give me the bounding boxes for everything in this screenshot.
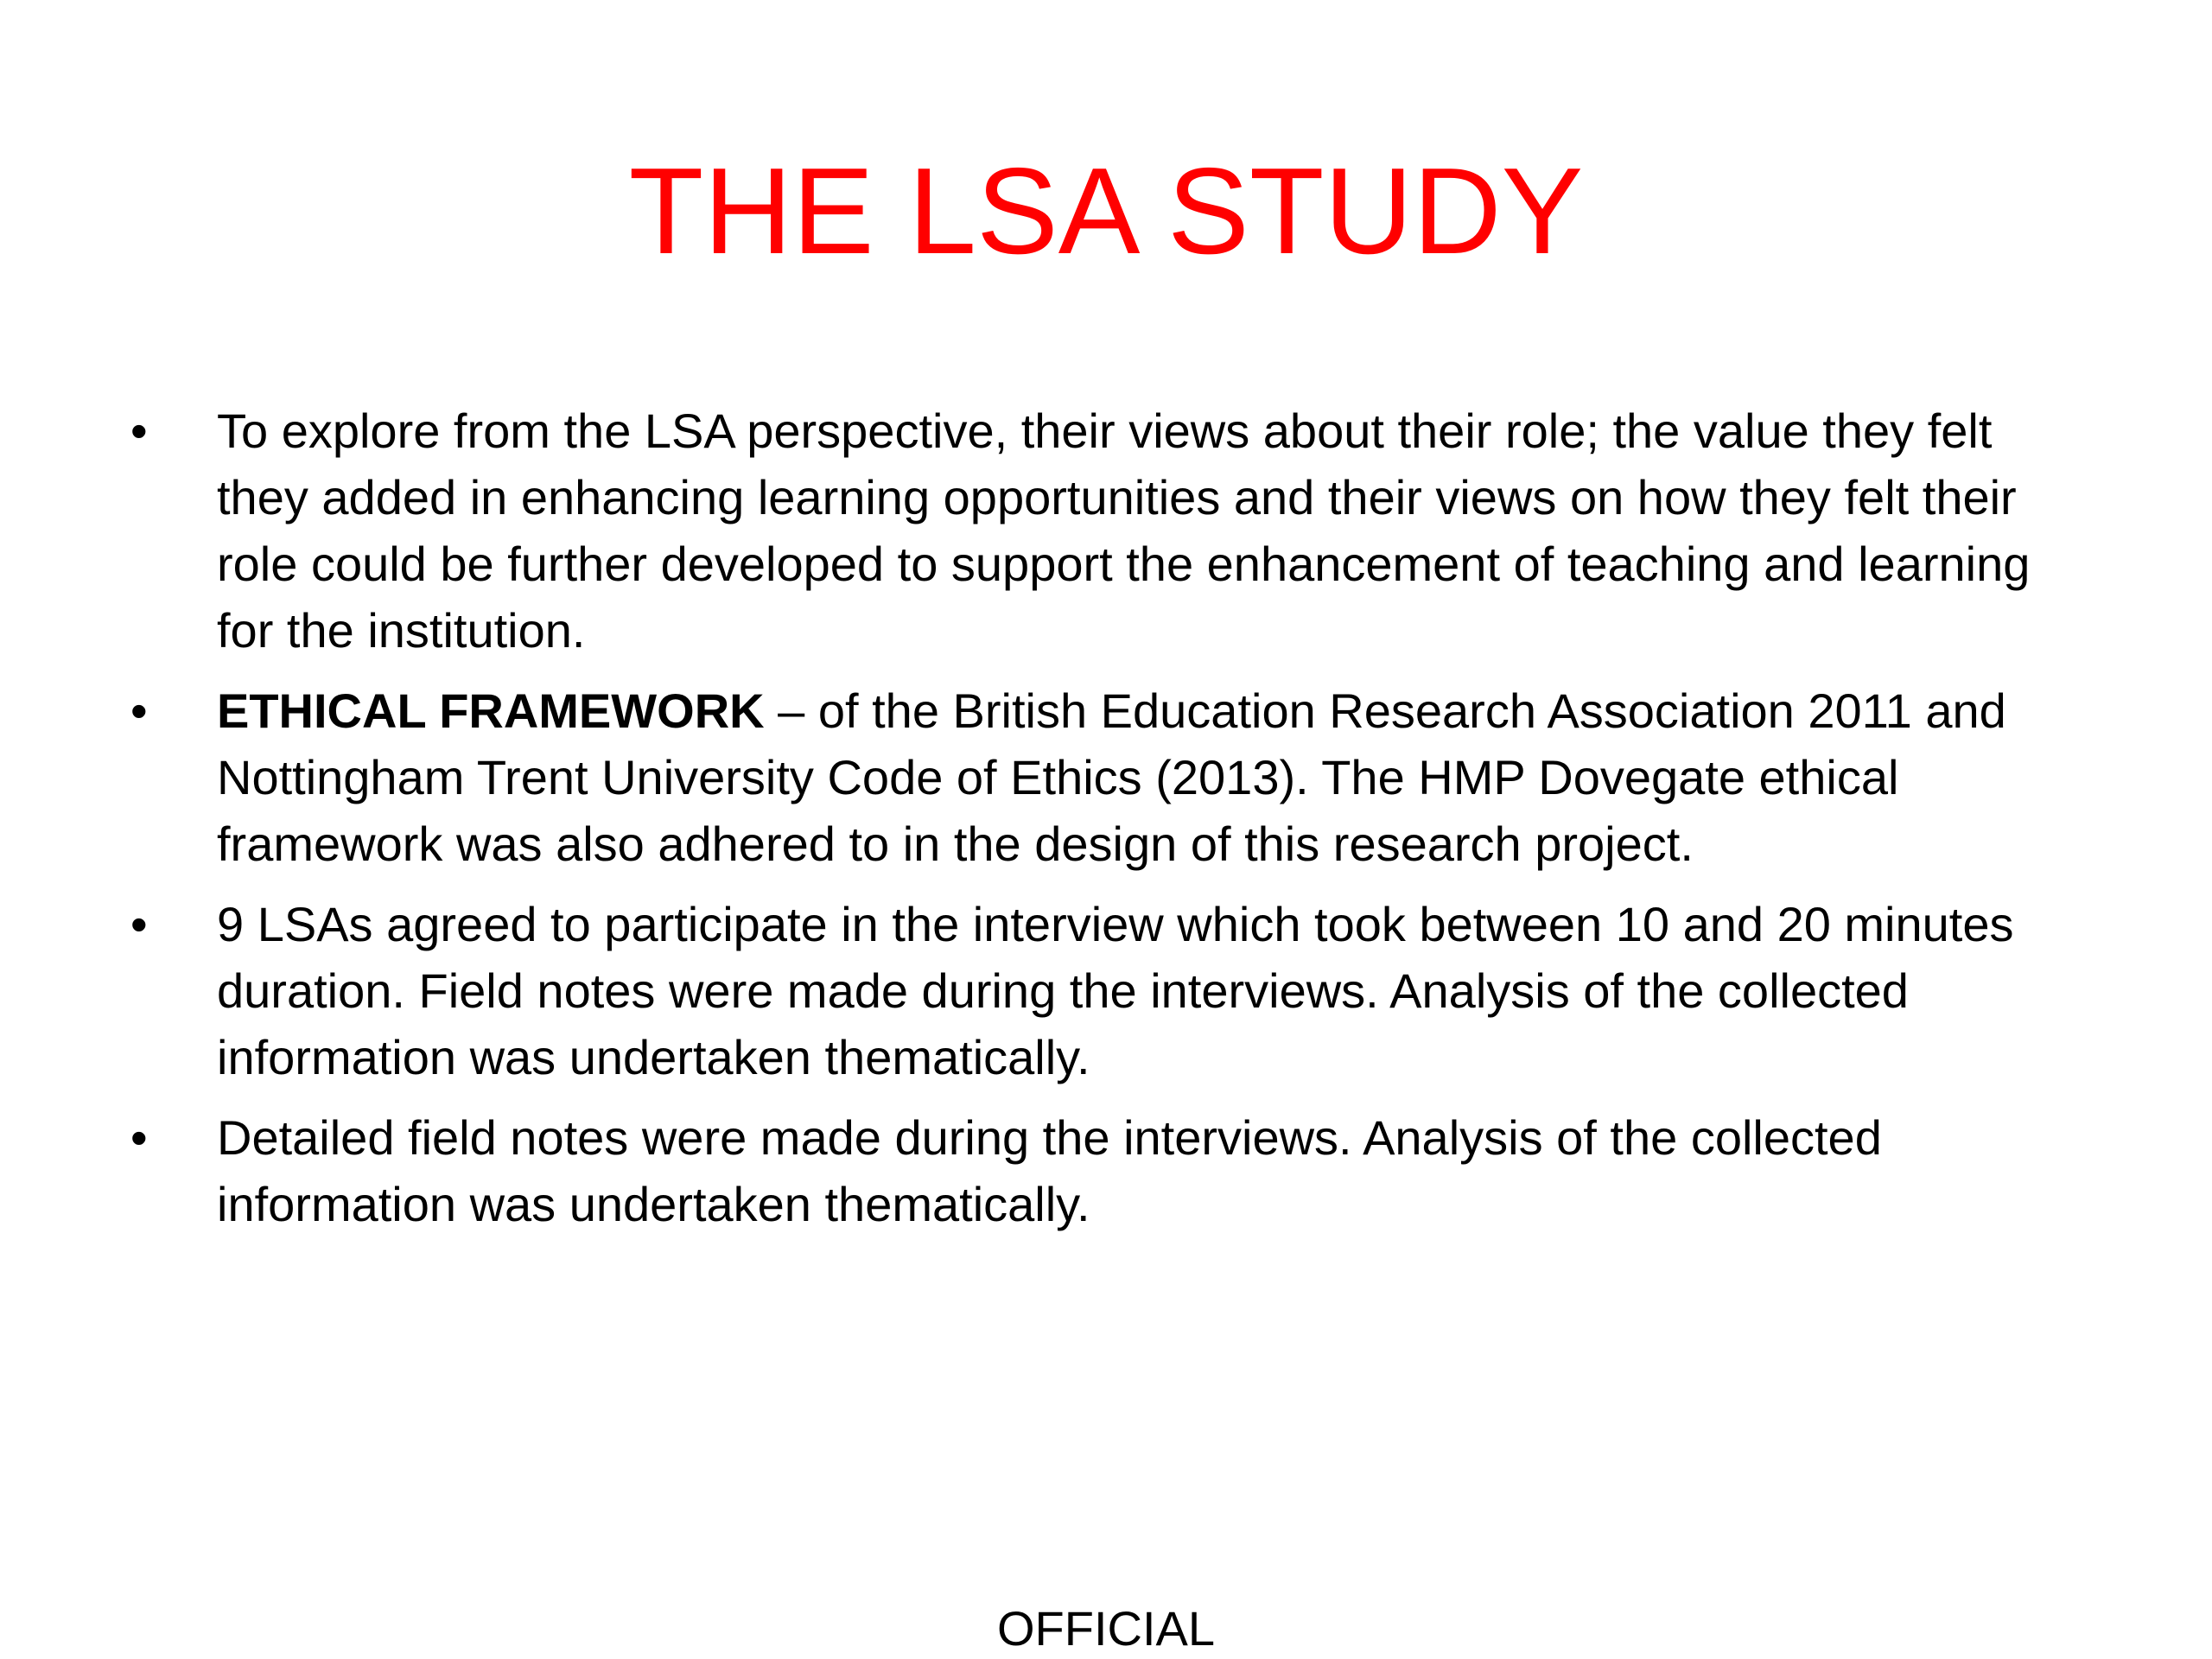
footer-classification: OFFICIAL bbox=[996, 1601, 1216, 1656]
bullet-text: To explore from the LSA perspective, their views about their role; the value they felt they added in enhancing learning opportunities and their views on how they felt their role could be further developed to support the enhancement of teaching and learning for the institution. bbox=[217, 404, 2031, 658]
bullet-icon: • bbox=[130, 897, 148, 951]
bullet-icon: • bbox=[130, 404, 148, 458]
bullet-icon: • bbox=[130, 1110, 148, 1165]
bullet-list bbox=[0, 397, 2212, 1251]
bullet-text: – of the British Education Research Association 2011 and Nottingham Trent University Code of Ethics (2013). The HMP Dovegate ethical framework was also adhered to in the design of this research project. bbox=[217, 683, 2006, 871]
slide-title: THE LSA STUDY bbox=[628, 143, 1584, 280]
bullet-text: Detailed field notes were made during the interviews. Analysis of the collected information was undertaken thematically. bbox=[217, 1110, 1882, 1231]
bullet-text: 9 LSAs agreed to participate in the interview which took between 10 and 20 minutes duration. Field notes were made during the interviews. Analysis of the collected information was undertaken thematically. bbox=[217, 897, 2014, 1084]
bullet-item-analysis bbox=[0, 1104, 2212, 1237]
bullet-item-objective bbox=[0, 397, 2212, 664]
bullet-item-ethics bbox=[0, 677, 2212, 877]
bullet-item-participants bbox=[0, 891, 2212, 1090]
bullet-bold-heading: ETHICAL FRAMEWORK bbox=[217, 683, 765, 738]
bullet-icon: • bbox=[130, 683, 148, 738]
